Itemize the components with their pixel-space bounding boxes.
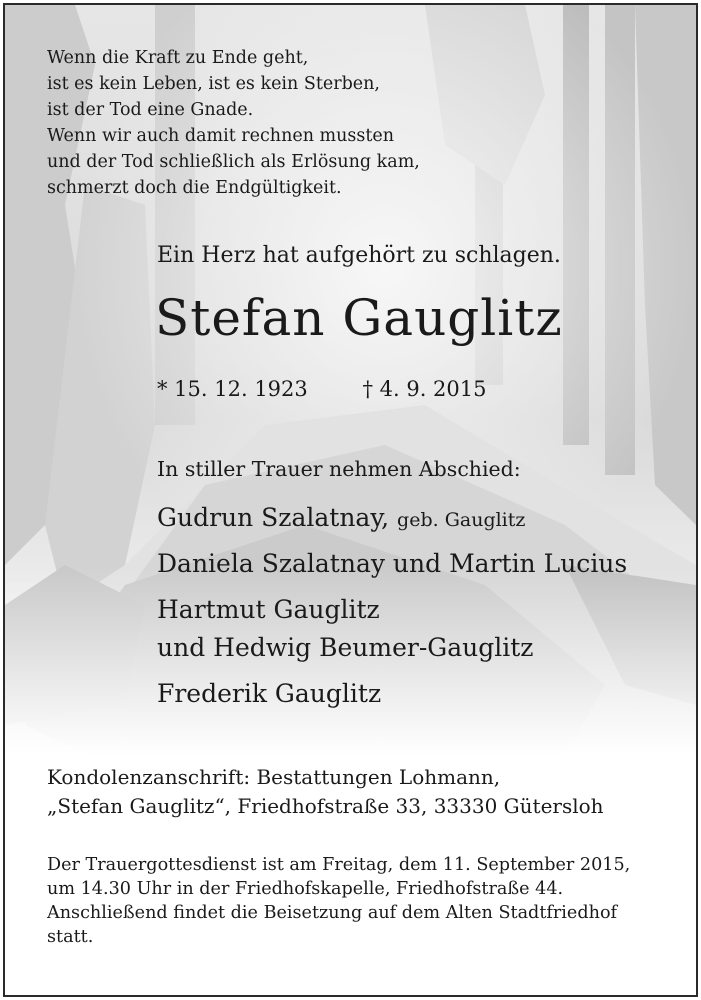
farewell-heading: In stiller Trauer nehmen Abschied:: [157, 457, 521, 481]
service-info: [47, 853, 630, 949]
mourner-3-line-1: Hartmut Gauglitz: [157, 595, 380, 624]
mourner-1: [157, 503, 525, 532]
poem-line: ist der Tod eine Gnade.: [47, 100, 254, 120]
service-line: Anschließend findet die Beisetzung auf dem Alten Stadtfriedhof: [47, 903, 618, 923]
life-dates: [157, 377, 487, 401]
condolence-address: [47, 763, 604, 821]
service-line: um 14.30 Uhr in der Friedhofskapelle, Friedhofstraße 44.: [47, 879, 564, 899]
intro-line: Ein Herz hat aufgehört zu schlagen.: [157, 243, 561, 268]
service-line: Der Trauergottesdienst ist am Freitag, dem 11. September 2015,: [47, 855, 631, 875]
mourner-1-name: Gudrun Szalatnay,: [157, 503, 390, 532]
poem-line: und der Tod schließlich als Erlösung kam,: [47, 152, 420, 172]
poem-line: Wenn die Kraft zu Ende geht,: [47, 48, 309, 68]
deceased-name: Stefan Gauglitz: [155, 289, 563, 347]
death-date: † 4. 9. 2015: [362, 377, 487, 401]
condolence-line: „Stefan Gauglitz“, Friedhofstraße 33, 33330 Gütersloh: [47, 794, 604, 818]
poem: [47, 45, 420, 201]
mourner-1-suffix: geb. Gauglitz: [397, 509, 526, 531]
service-line: statt.: [47, 927, 94, 947]
mourner-2: Daniela Szalatnay und Martin Lucius: [157, 549, 628, 578]
poem-line: Wenn wir auch damit rechnen mussten: [47, 126, 395, 146]
poem-line: ist es kein Leben, ist es kein Sterben,: [47, 74, 380, 94]
mourner-4: Frederik Gauglitz: [157, 679, 382, 708]
poem-line: schmerzt doch die Endgültigkeit.: [47, 178, 342, 198]
birth-date: * 15. 12. 1923: [157, 377, 308, 401]
mourner-3-line-2: und Hedwig Beumer-Gauglitz: [157, 633, 534, 662]
condolence-line: Kondolenzanschrift: Bestattungen Lohmann,: [47, 765, 501, 789]
obituary-frame: [3, 3, 698, 997]
